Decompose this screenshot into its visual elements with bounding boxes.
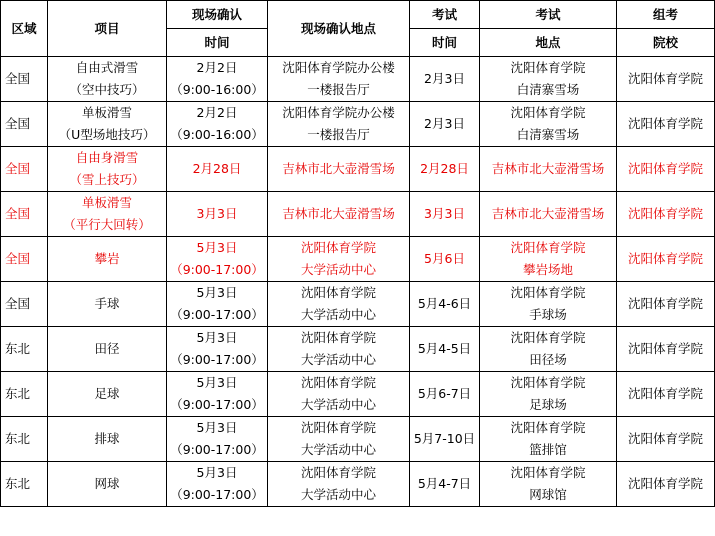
cell-exam-time bbox=[410, 372, 480, 417]
cell-confirm-time bbox=[167, 282, 268, 327]
cell-confirm-place bbox=[268, 102, 410, 147]
cell-exam-place-line: 沈阳体育学院 bbox=[510, 285, 586, 300]
cell-item-line: 足球 bbox=[94, 386, 120, 401]
cell-exam-time-line: 2月3日 bbox=[424, 116, 465, 131]
table-row bbox=[1, 237, 715, 282]
header-confirm-time: 时间 bbox=[167, 29, 268, 57]
table-row bbox=[1, 282, 715, 327]
cell-org: 沈阳体育学院 bbox=[617, 462, 715, 507]
cell-exam-time bbox=[410, 237, 480, 282]
cell-item-line: （雪上技巧） bbox=[69, 172, 145, 187]
cell-confirm-time-line: （9:00-16:00） bbox=[170, 82, 264, 97]
cell-exam-place bbox=[480, 462, 617, 507]
cell-exam-time-line: 5月4-5日 bbox=[417, 341, 472, 356]
cell-exam-place bbox=[480, 147, 617, 192]
cell-item-line: （U型场地技巧） bbox=[58, 127, 156, 142]
cell-confirm-time-line: （9:00-17:00） bbox=[170, 442, 264, 457]
cell-region: 全国 bbox=[1, 57, 48, 102]
cell-confirm-time-line: 2月28日 bbox=[192, 161, 242, 176]
cell-exam-place bbox=[480, 102, 617, 147]
cell-confirm-time-line: （9:00-17:00） bbox=[170, 262, 264, 277]
cell-exam-time-line: 2月28日 bbox=[420, 161, 469, 176]
cell-confirm-time-line: 3月3日 bbox=[196, 206, 238, 221]
cell-region: 全国 bbox=[1, 237, 48, 282]
header-region: 区域 bbox=[1, 1, 48, 57]
cell-confirm-time-line: 5月3日 bbox=[196, 375, 238, 390]
cell-confirm-place-line: 沈阳体育学院 bbox=[300, 240, 376, 255]
cell-exam-time bbox=[410, 327, 480, 372]
cell-item bbox=[48, 237, 167, 282]
cell-exam-time-line: 5月6日 bbox=[424, 251, 465, 266]
cell-exam-place-line: 手球场 bbox=[529, 307, 567, 322]
cell-exam-place-line: 吉林市北大壶滑雪场 bbox=[491, 206, 605, 221]
cell-exam-place-line: 沈阳体育学院 bbox=[510, 60, 586, 75]
cell-confirm-time bbox=[167, 462, 268, 507]
cell-item bbox=[48, 462, 167, 507]
header-org-group: 组考 bbox=[617, 1, 715, 29]
cell-exam-time bbox=[410, 417, 480, 462]
cell-org: 沈阳体育学院 bbox=[617, 192, 715, 237]
cell-exam-time-line: 3月3日 bbox=[424, 206, 465, 221]
cell-org: 沈阳体育学院 bbox=[617, 147, 715, 192]
header-row-top bbox=[1, 1, 715, 29]
cell-confirm-place bbox=[268, 282, 410, 327]
cell-confirm-time-line: 2月2日 bbox=[196, 60, 238, 75]
cell-confirm-place-line: 沈阳体育学院办公楼 bbox=[282, 105, 395, 120]
cell-exam-time bbox=[410, 462, 480, 507]
cell-exam-place bbox=[480, 57, 617, 102]
cell-confirm-place bbox=[268, 372, 410, 417]
cell-confirm-place bbox=[268, 57, 410, 102]
cell-exam-time-line: 5月7-10日 bbox=[413, 431, 476, 446]
cell-confirm-time-line: 2月2日 bbox=[196, 105, 238, 120]
header-org-school: 院校 bbox=[617, 29, 715, 57]
cell-item-line: 田径 bbox=[94, 341, 120, 356]
cell-exam-place-line: 沈阳体育学院 bbox=[510, 420, 586, 435]
cell-item bbox=[48, 327, 167, 372]
cell-confirm-place bbox=[268, 417, 410, 462]
table-row bbox=[1, 462, 715, 507]
cell-item-line: 自由身滑雪 bbox=[75, 150, 139, 165]
cell-item-line: 排球 bbox=[94, 431, 120, 446]
table-row bbox=[1, 57, 715, 102]
cell-confirm-place-line: 大学活动中心 bbox=[300, 307, 376, 322]
cell-exam-place bbox=[480, 372, 617, 417]
cell-item-line: （空中技巧） bbox=[69, 82, 145, 97]
cell-exam-place bbox=[480, 327, 617, 372]
cell-confirm-time-line: （9:00-17:00） bbox=[170, 487, 264, 502]
cell-item-line: 攀岩 bbox=[94, 251, 120, 266]
cell-item-line: 网球 bbox=[94, 476, 120, 491]
cell-exam-time-line: 2月3日 bbox=[424, 71, 465, 86]
header-exam-time: 时间 bbox=[410, 29, 480, 57]
cell-confirm-time-line: （9:00-17:00） bbox=[170, 307, 264, 322]
cell-confirm-place-line: 大学活动中心 bbox=[300, 442, 376, 457]
cell-exam-place bbox=[480, 417, 617, 462]
table-body bbox=[1, 57, 715, 507]
cell-confirm-place-line: 一楼报告厅 bbox=[307, 82, 370, 97]
cell-confirm-place-line: 沈阳体育学院 bbox=[300, 330, 376, 345]
cell-item bbox=[48, 57, 167, 102]
cell-exam-place-line: 沈阳体育学院 bbox=[510, 375, 586, 390]
cell-confirm-time-line: （9:00-16:00） bbox=[170, 127, 264, 142]
cell-org: 沈阳体育学院 bbox=[617, 57, 715, 102]
cell-region: 全国 bbox=[1, 282, 48, 327]
cell-region: 全国 bbox=[1, 192, 48, 237]
cell-exam-time-line: 5月4-6日 bbox=[417, 296, 472, 311]
cell-exam-time bbox=[410, 282, 480, 327]
header-item: 项目 bbox=[48, 1, 167, 57]
cell-item-line: （平行大回转） bbox=[63, 217, 151, 232]
header-exam-place: 地点 bbox=[480, 29, 617, 57]
cell-exam-time-line: 5月4-7日 bbox=[417, 476, 472, 491]
cell-exam-time bbox=[410, 192, 480, 237]
cell-confirm-time-line: 5月3日 bbox=[196, 465, 238, 480]
cell-confirm-time bbox=[167, 192, 268, 237]
cell-confirm-time-line: 5月3日 bbox=[196, 240, 238, 255]
cell-confirm-time-line: 5月3日 bbox=[196, 285, 238, 300]
cell-item bbox=[48, 372, 167, 417]
cell-org: 沈阳体育学院 bbox=[617, 417, 715, 462]
cell-confirm-place-line: 沈阳体育学院 bbox=[300, 375, 376, 390]
cell-exam-time-line: 5月6-7日 bbox=[417, 386, 472, 401]
cell-exam-time bbox=[410, 57, 480, 102]
cell-exam-place-line: 田径场 bbox=[529, 352, 567, 367]
cell-exam-place-line: 吉林市北大壶滑雪场 bbox=[491, 161, 605, 176]
cell-confirm-place bbox=[268, 327, 410, 372]
cell-exam-place bbox=[480, 192, 617, 237]
cell-confirm-place-line: 一楼报告厅 bbox=[307, 127, 370, 142]
cell-exam-time bbox=[410, 102, 480, 147]
cell-exam-place-line: 沈阳体育学院 bbox=[510, 330, 586, 345]
cell-confirm-time bbox=[167, 327, 268, 372]
cell-item bbox=[48, 282, 167, 327]
cell-confirm-place-line: 吉林市北大壶滑雪场 bbox=[282, 206, 395, 221]
cell-item bbox=[48, 102, 167, 147]
cell-item-line: 手球 bbox=[94, 296, 120, 311]
cell-region: 东北 bbox=[1, 417, 48, 462]
cell-region: 东北 bbox=[1, 372, 48, 417]
cell-confirm-place bbox=[268, 462, 410, 507]
cell-confirm-place-line: 吉林市北大壶滑雪场 bbox=[282, 161, 395, 176]
header-exam-place-group: 考试 bbox=[480, 1, 617, 29]
cell-exam-place-line: 篮排馆 bbox=[529, 442, 567, 457]
cell-org: 沈阳体育学院 bbox=[617, 102, 715, 147]
cell-item bbox=[48, 147, 167, 192]
cell-confirm-time bbox=[167, 237, 268, 282]
table-row bbox=[1, 192, 715, 237]
cell-item-line: 单板滑雪 bbox=[81, 195, 132, 210]
cell-confirm-place-line: 大学活动中心 bbox=[300, 487, 376, 502]
cell-exam-place-line: 白清寨雪场 bbox=[516, 82, 580, 97]
cell-confirm-time-line: 5月3日 bbox=[196, 420, 238, 435]
header-confirm-group: 现场确认 bbox=[167, 1, 268, 29]
table-row bbox=[1, 327, 715, 372]
cell-exam-place-line: 沈阳体育学院 bbox=[510, 465, 586, 480]
cell-confirm-time-line: （9:00-17:00） bbox=[170, 352, 264, 367]
cell-exam-place bbox=[480, 282, 617, 327]
cell-exam-place-line: 沈阳体育学院 bbox=[510, 105, 586, 120]
cell-exam-time bbox=[410, 147, 480, 192]
header-exam-group: 考试 bbox=[410, 1, 480, 29]
cell-confirm-place-line: 沈阳体育学院 bbox=[300, 465, 376, 480]
cell-confirm-place-line: 大学活动中心 bbox=[300, 352, 376, 367]
cell-confirm-time bbox=[167, 372, 268, 417]
cell-org: 沈阳体育学院 bbox=[617, 372, 715, 417]
table-row bbox=[1, 102, 715, 147]
cell-confirm-time-line: （9:00-17:00） bbox=[170, 397, 264, 412]
table-row bbox=[1, 147, 715, 192]
cell-item-line: 单板滑雪 bbox=[81, 105, 132, 120]
cell-region: 东北 bbox=[1, 462, 48, 507]
cell-confirm-time bbox=[167, 417, 268, 462]
cell-org: 沈阳体育学院 bbox=[617, 237, 715, 282]
cell-confirm-time bbox=[167, 57, 268, 102]
cell-exam-place-line: 沈阳体育学院 bbox=[510, 240, 586, 255]
cell-confirm-place-line: 沈阳体育学院办公楼 bbox=[282, 60, 395, 75]
table-row bbox=[1, 372, 715, 417]
cell-confirm-time bbox=[167, 102, 268, 147]
cell-exam-place bbox=[480, 237, 617, 282]
header-confirm-place: 现场确认地点 bbox=[268, 1, 410, 57]
cell-region: 全国 bbox=[1, 147, 48, 192]
cell-confirm-place-line: 沈阳体育学院 bbox=[300, 285, 376, 300]
cell-exam-place-line: 攀岩场地 bbox=[522, 262, 573, 277]
cell-org: 沈阳体育学院 bbox=[617, 327, 715, 372]
cell-confirm-place-line: 大学活动中心 bbox=[300, 397, 376, 412]
cell-confirm-place-line: 大学活动中心 bbox=[300, 262, 376, 277]
table-row bbox=[1, 417, 715, 462]
cell-confirm-place-line: 沈阳体育学院 bbox=[300, 420, 376, 435]
cell-item-line: 自由式滑雪 bbox=[75, 60, 139, 75]
cell-item bbox=[48, 417, 167, 462]
cell-item bbox=[48, 192, 167, 237]
cell-confirm-place bbox=[268, 237, 410, 282]
cell-confirm-place bbox=[268, 147, 410, 192]
cell-region: 东北 bbox=[1, 327, 48, 372]
cell-confirm-time bbox=[167, 147, 268, 192]
cell-confirm-time-line: 5月3日 bbox=[196, 330, 238, 345]
cell-exam-place-line: 足球场 bbox=[529, 397, 567, 412]
cell-region: 全国 bbox=[1, 102, 48, 147]
cell-exam-place-line: 白清寨雪场 bbox=[516, 127, 580, 142]
cell-org: 沈阳体育学院 bbox=[617, 282, 715, 327]
cell-exam-place-line: 网球馆 bbox=[529, 487, 567, 502]
cell-confirm-place bbox=[268, 192, 410, 237]
